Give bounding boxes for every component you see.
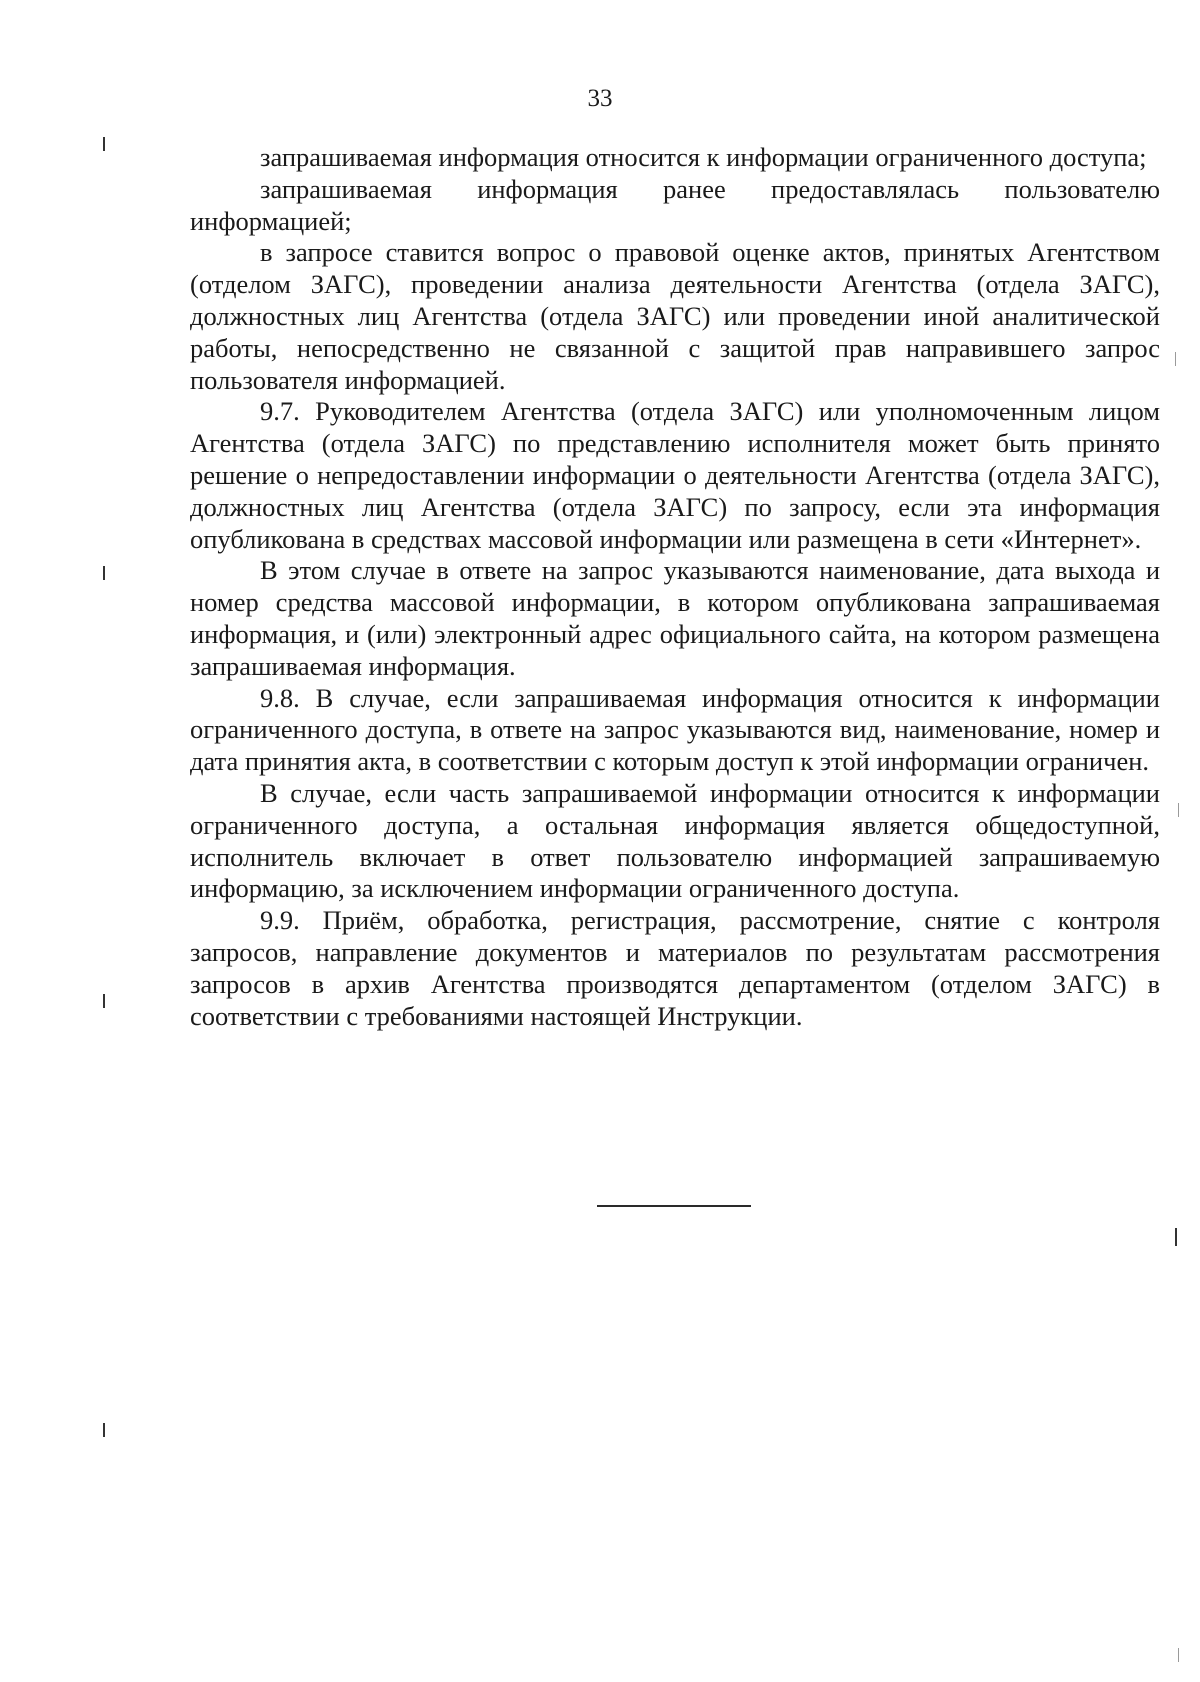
paragraph-8: 9.9. Приём, обработка, регистрация, рассмотрение, снятие с контроля запросов, направление документов и материалов по результатам рассмотрения запросов в архив Агентства производятся департаментом (отделом ЗАГС) в соответствии с требованиями настоящей Инструкции. bbox=[190, 905, 1160, 1031]
binder-mark bbox=[103, 566, 105, 580]
edge-mark bbox=[1175, 352, 1176, 366]
binder-mark bbox=[103, 1423, 105, 1437]
paragraph-6: 9.8. В случае, если запрашиваемая информация относится к информации ограниченного доступа, в ответе на запрос указываются вид, наименование, номер и дата принятия акта, в соответствии с которым доступ к этой информации ограничен. bbox=[190, 682, 1160, 777]
paragraph-5: В этом случае в ответе на запрос указываются наименование, дата выхода и номер средства массовой информации, в котором опубликована запрашиваемая информация, и (или) электронный адрес официального сайта, на котором размещена запрашиваемая информация. bbox=[190, 555, 1160, 681]
document-body bbox=[190, 142, 1160, 1032]
paragraph-7: В случае, если часть запрашиваемой информации относится к информации ограниченного доступа, а остальная информация является общедоступной, исполнитель включает в ответ пользователю информацией запрашиваемую информацию, за исключением информации ограниченного доступа. bbox=[190, 777, 1160, 904]
paragraph-3: в запросе ставится вопрос о правовой оценке актов, принятых Агентством (отделом ЗАГС), проведении анализа деятельности Агентства (отдела ЗАГС), должностных лиц Агентства (отдела ЗАГС) или проведении иной аналитической работы, непосредственно не связанной с защитой прав направившего запрос пользователя информацией. bbox=[190, 237, 1160, 395]
edge-mark bbox=[1178, 1648, 1179, 1662]
binder-mark bbox=[103, 137, 105, 151]
edge-mark bbox=[1178, 803, 1179, 817]
binder-mark bbox=[103, 994, 105, 1008]
paragraph-2: запрашиваемая информация ранее предоставлялась пользователю информацией; bbox=[190, 173, 1160, 236]
paragraph-4: 9.7. Руководителем Агентства (отдела ЗАГС) или уполномоченным лицом Агентства (отдела ЗАГС) по представлению исполнителя может быть принято решение о непредоставлении информации о деятельности Агентства (отдела ЗАГС), должностных лиц Агентства (отдела ЗАГС) по запросу, если эта информация опубликована в средствах массовой информации или размещена в сети «Интернет». bbox=[190, 396, 1160, 554]
end-of-text-rule bbox=[597, 1205, 751, 1207]
page-number: 33 bbox=[587, 85, 613, 112]
paragraph-1: запрашиваемая информация относится к информации ограниченного доступа; bbox=[260, 142, 1147, 172]
edge-mark bbox=[1175, 1228, 1177, 1246]
